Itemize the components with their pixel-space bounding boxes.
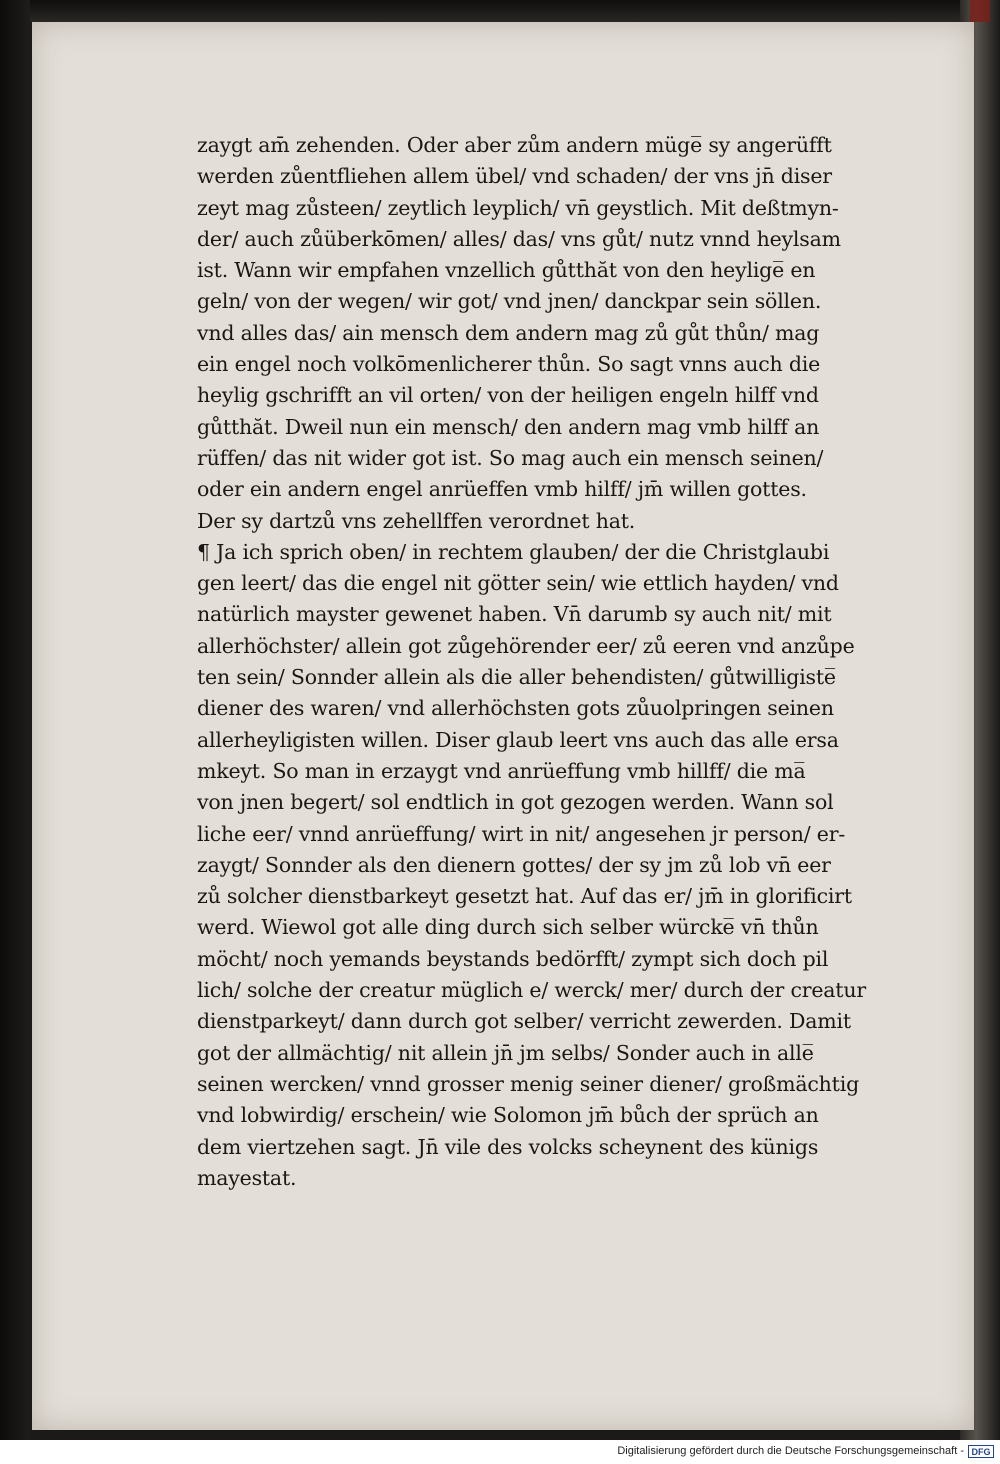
text-line: zeyt mag zůsteen/ zeytlich leyplich/ vn̄ geystlich. Mit deßtmyn-: [197, 195, 839, 220]
text-line: got der allmächtig/ nit allein jn̄ jm selbs/ Sonder auch in alle̅: [197, 1040, 814, 1065]
page-text-block: [197, 130, 967, 1194]
text-line: geln/ von der wegen/ wir got/ vnd jnen/ danckpar sein söllen.: [197, 289, 822, 314]
text-line: liche eer/ vnnd anrüeffung/ wirt in nit/ angesehen jr person/ er-: [197, 821, 846, 846]
text-line: mayestat.: [197, 1165, 297, 1190]
dfg-logo[interactable]: DFG: [968, 1445, 994, 1458]
text-line: zaygt/ Sonnder als den dienern gottes/ der sy jm zů lob vn̄ eer: [197, 852, 831, 877]
text-line: oder ein andern engel anrüeffen vmb hilff/ jm̄ willen gottes.: [197, 477, 807, 502]
text-line: diener des waren/ vnd allerhöchsten gots zůuolpringen seinen: [197, 696, 834, 721]
text-line: ist. Wann wir empfahen vnzellich gůtthăt von den heylige̅ en: [197, 258, 816, 283]
text-line: ¶ Ja ich sprich oben/ in rechtem glauben/ der die Christglaubi: [197, 539, 830, 564]
book-binding-strip: [970, 0, 990, 22]
text-line: seinen wercken/ vnnd grosser menig seiner diener/ großmächtig: [197, 1071, 859, 1096]
text-line: zaygt am̄ zehenden. Oder aber zům andern müge̅ sy angerüfft: [197, 133, 832, 157]
scan-top-edge: [0, 0, 1000, 22]
text-line: möcht/ noch yemands beystands bedörfft/ zympt sich doch pil: [197, 946, 829, 971]
text-line: werd. Wiewol got alle ding durch sich selber würcke̅ vn̄ thůn: [197, 915, 819, 940]
text-line: Der sy dartzů vns zehellffen verordnet hat.: [197, 508, 636, 533]
funding-credit: Digitalisierung gefördert durch die Deutsche Forschungsgemeinschaft -: [617, 1445, 964, 1457]
text-line: natürlich mayster gewenet haben. Vn̄ darumb sy auch nit/ mit: [197, 602, 832, 627]
text-line: dem viertzehen sagt. Jn̄ vile des volcks scheynent des künigs: [197, 1134, 819, 1159]
text-line: mkeyt. So man in erzaygt vnd anrüeffung vmb hillff/ die ma̅: [197, 758, 806, 783]
text-line: ten sein/ Sonnder allein als die aller behendisten/ gůtwilligiste̅: [197, 665, 836, 690]
text-line: der/ auch zůüberkōmen/ alles/ das/ vns gůt/ nutz vnnd heylsam: [197, 226, 841, 251]
text-line: lich/ solche der creatur müglich e/ werck/ mer/ durch der creatur: [197, 978, 866, 1003]
footer-bar: [0, 1440, 1000, 1464]
scan-left-edge: [0, 0, 30, 1440]
text-line: werden zůentfliehen allem übel/ vnd schaden/ der vns jn̄ diser: [197, 164, 832, 189]
text-line: vnd lobwirdig/ erschein/ wie Solomon jm̄ bůch der sprüch an: [197, 1103, 819, 1128]
text-line: allerhöchster/ allein got zůgehörender eer/ zů eeren vnd anzůpe: [197, 633, 855, 658]
text-line: vnd alles das/ ain mensch dem andern mag zů gůt thůn/ mag: [197, 320, 820, 345]
text-line: gen leert/ das die engel nit götter sein/ wie ettlich hayden/ vnd: [197, 571, 839, 596]
text-line: allerheyligisten willen. Diser glaub leert vns auch das alle ersa: [197, 727, 839, 752]
text-line: ein engel noch volkōmenlicherer thůn. So sagt vnns auch die: [197, 352, 821, 377]
text-line: von jnen begert/ sol endtlich in got gezogen werden. Wann sol: [197, 790, 834, 815]
text-line: rüffen/ das nit wider got ist. So mag auch ein mensch seinen/: [197, 445, 824, 470]
book-page: [32, 22, 974, 1430]
text-line: dienstparkeyt/ dann durch got selber/ verricht zewerden. Damit: [197, 1009, 851, 1034]
text-line: gůtthăt. Dweil nun ein mensch/ den andern mag vmb hilff an: [197, 414, 820, 439]
text-line: zů solcher dienstbarkeyt gesetzt hat. Auf das er/ jm̄ in glorificirt: [197, 884, 852, 909]
text-line: heylig gschrifft an vil orten/ von der heiligen engeln hilff vnd: [197, 383, 819, 408]
